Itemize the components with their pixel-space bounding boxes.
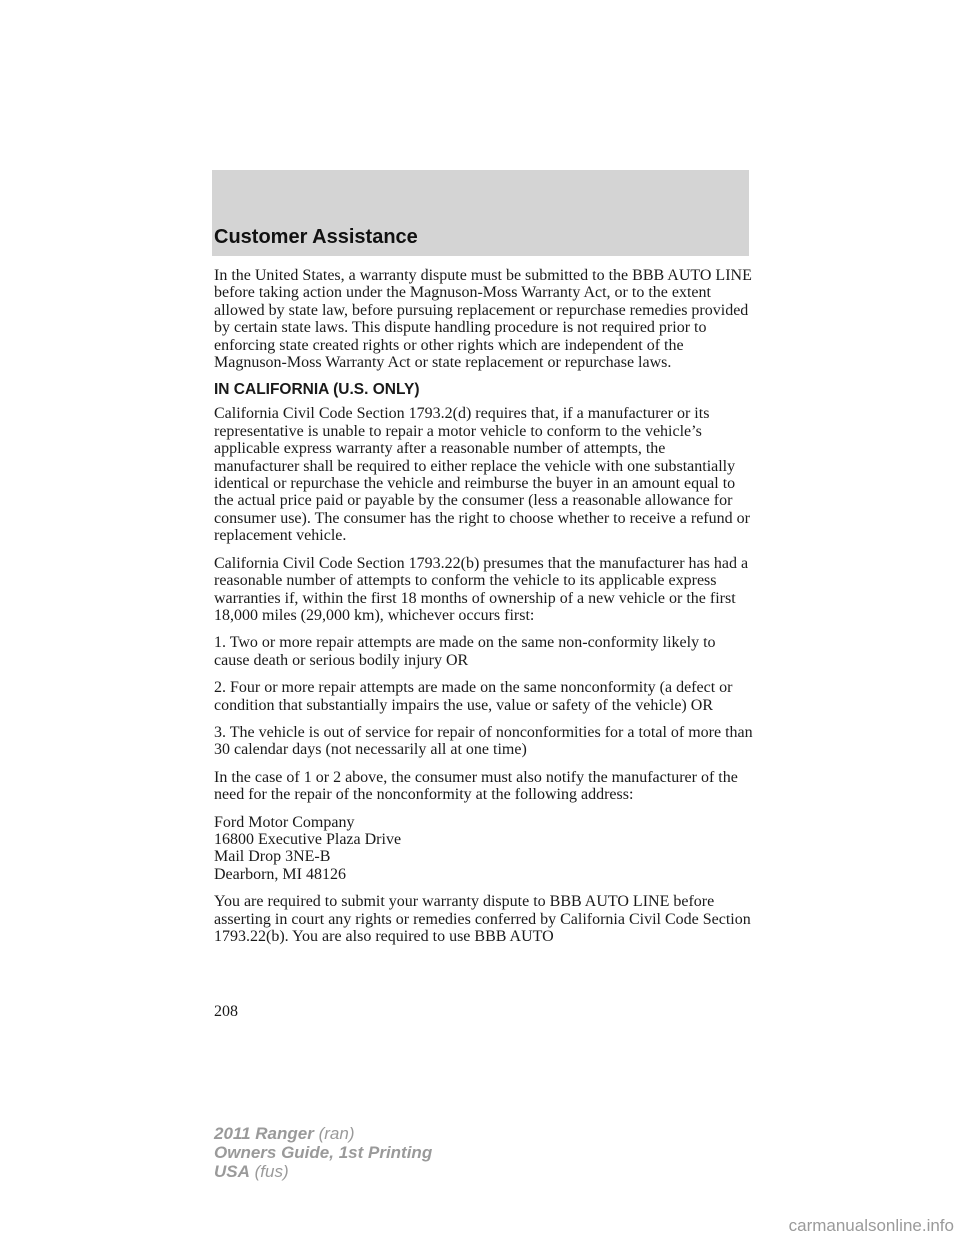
list-item-1: 1. Two or more repair attempts are made on the same non-conformity likely to cause death or serious bodily injury OR [214,634,716,669]
list-item-3: 3. The vehicle is out of service for repair of nonconformities for a total of more than 30 calendar days (not necessarily all at one time) [214,723,753,759]
list-item-2: 2. Four or more repair attempts are made on the same nonconformity (a defect or condition that substantially impairs the use, value or safety of the vehicle) OR [214,679,733,714]
footer-model-name: 2011 Ranger [214,1124,314,1143]
footer-line-market [214,1162,432,1181]
footer-market-code: (fus) [254,1162,289,1181]
mailing-address [214,814,754,884]
page-content [214,267,754,955]
footer-line-model [214,1124,432,1143]
page-number: 208 [214,1003,238,1020]
section-title: Customer Assistance [214,226,418,248]
paragraph-presumption: California Civil Code Section 1793.22(b) presumes that the manufacturer has had a reasonable number of attempts to conform the vehicle to its applicable express warranties if, within the first 18 months of ownership of a new vehicle or the first 18,000 miles (29,000 km), whichever occurs first: [214,554,749,624]
address-line-company: Ford Motor Company [214,813,355,831]
paragraph-notify: In the case of 1 or 2 above, the consumer must also notify the manufacturer of the need for the repair of the nonconformity at the following address: [214,768,738,804]
address-line-city: Dearborn, MI 48126 [214,865,346,883]
footer-market-name: USA [214,1162,250,1181]
paragraph-submit-dispute: You are required to submit your warranty dispute to BBB AUTO LINE before asserting in court any rights or remedies conferred by California Civil Code Section 1793.22(b). You are also required to use BBB AUTO [214,893,751,945]
footer-print-info [214,1124,432,1181]
watermark-text: carmanualsonline.info [788,1216,954,1235]
footer-line-printing: Owners Guide, 1st Printing [214,1143,433,1162]
paragraph-bbb-dispute: In the United States, a warranty dispute must be submitted to the BBB AUTO LINE before taking action under the Magnuson-Moss Warranty Act, or to the extent allowed by state law, before pursuing replacement or repurchase remedies provided by certain state laws. This dispute handling procedure is not required prior to enforcing state created rights or other rights which are independent of the Magnuson-Moss Warranty Act or state replacement or repurchase laws. [214,267,752,372]
address-line-maildrop: Mail Drop 3NE-B [214,848,331,866]
california-heading: IN CALIFORNIA (U.S. ONLY) [214,381,420,399]
paragraph-california-code: California Civil Code Section 1793.2(d) requires that, if a manufacturer or its representative is unable to repair a motor vehicle to conform to the vehicle’s applicable express warranty after a reasonable number of attempts, the manufacturer shall be required to either replace the vehicle with one substantially identical or repurchase the vehicle and reimburse the buyer in an amount equal to the actual price paid or payable by the consumer (less a reasonable allowance for consumer use). The consumer has the right to choose whether to receive a refund or replacement vehicle. [214,405,750,545]
footer-model-code: (ran) [318,1124,355,1143]
address-line-street: 16800 Executive Plaza Drive [214,830,402,848]
